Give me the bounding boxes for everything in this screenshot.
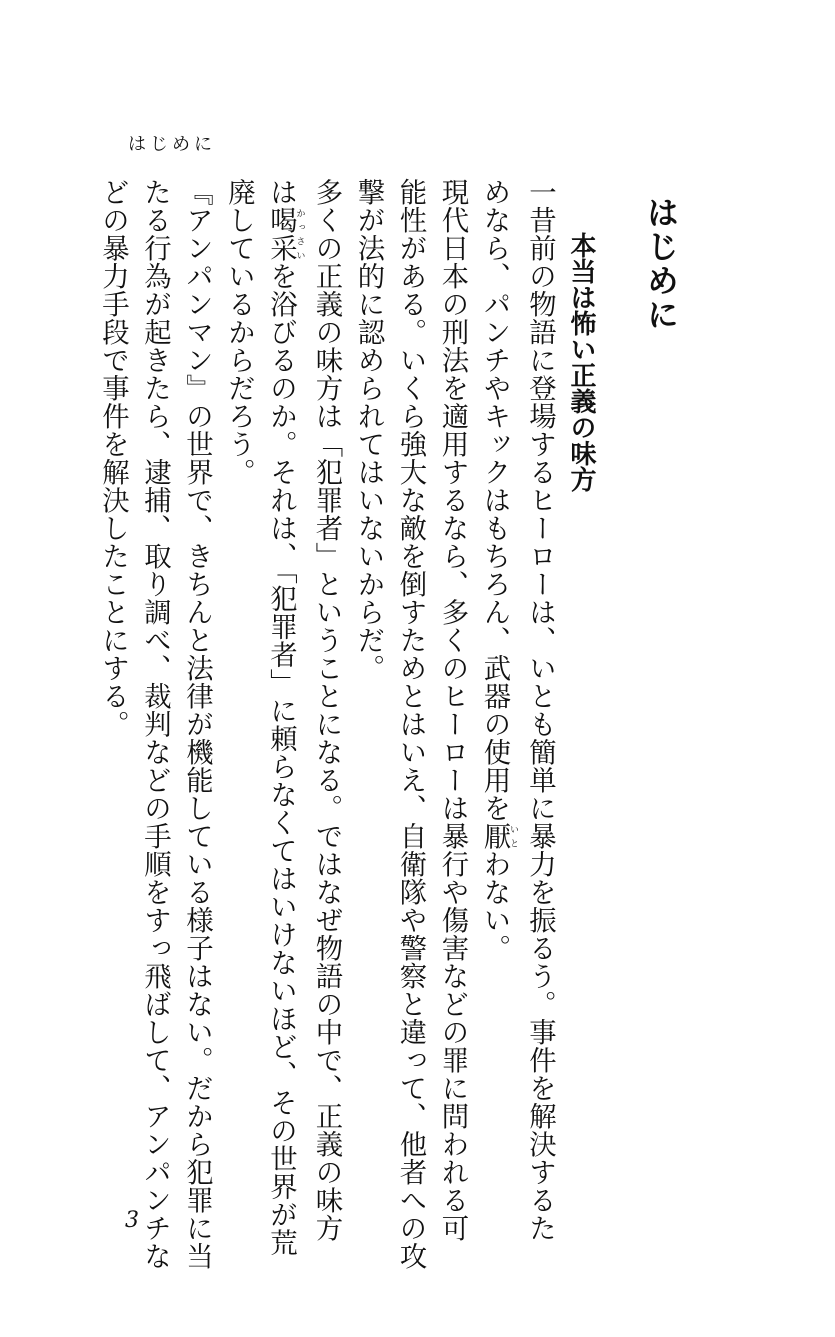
body-line-2-text: めなら、パンチやキックはもちろん、武器の使用を: [478, 178, 510, 822]
body-line-2-end: わない。: [478, 850, 510, 962]
body-line-7: [259, 178, 305, 1257]
body-line-7-start: は: [265, 178, 296, 206]
ruby-itou: [478, 822, 518, 850]
section-title: 本当は怖い正義の味方: [566, 232, 596, 492]
body-line-5: 撃が法的に認められてはいないからだ。: [352, 178, 384, 682]
body-line-3: 現代日本の刑法を適用するなら、多くのヒーローは暴行や傷害などの罪に問われる可: [436, 178, 468, 1242]
body-line-11: どの暴力手段で事件を解決したことにする。: [97, 178, 128, 738]
page-number: 3: [125, 1208, 139, 1233]
ruby-kassai-base: 喝采: [265, 206, 296, 262]
body-line-6: 多くの正義の味方は「犯罪者」ということになる。ではなぜ物語の中で、正義の味方: [310, 178, 342, 1242]
body-text: [90, 178, 560, 1270]
chapter-title: はじめに: [642, 196, 680, 332]
body-line-7-end: を浴びるのか。それは、「犯罪者」に頼らなくてはいけないほど、その世界が荒: [265, 262, 296, 1257]
body-line-10: たる行為が起きたら、逮捕、取り調べ、裁判などの手順をすっ飛ばして、アンパンチな: [139, 178, 170, 1270]
body-line-8: 廃しているからだろう。: [223, 178, 254, 486]
body-line-4: 能性がある。いくら強大な敵を倒すためとはいえ、自衛隊や警察と違って、他者への攻: [394, 178, 426, 1270]
running-head: はじめに: [128, 134, 216, 155]
body-line-1: 一昔前の物語に登場するヒーローは、いとも簡単に暴力を振るう。事件を解決するた: [524, 178, 555, 1242]
ruby-kassai: [265, 206, 305, 262]
ruby-itou-reading: いと: [508, 822, 518, 850]
body-line-2: [473, 178, 519, 1208]
ruby-kassai-reading: かっさい: [294, 206, 305, 262]
body-line-9: 『アンパンマン』の世界で、きちんと法律が機能している様子はない。だから犯罪に当: [181, 178, 212, 1270]
ruby-itou-base: 厭: [478, 822, 510, 850]
